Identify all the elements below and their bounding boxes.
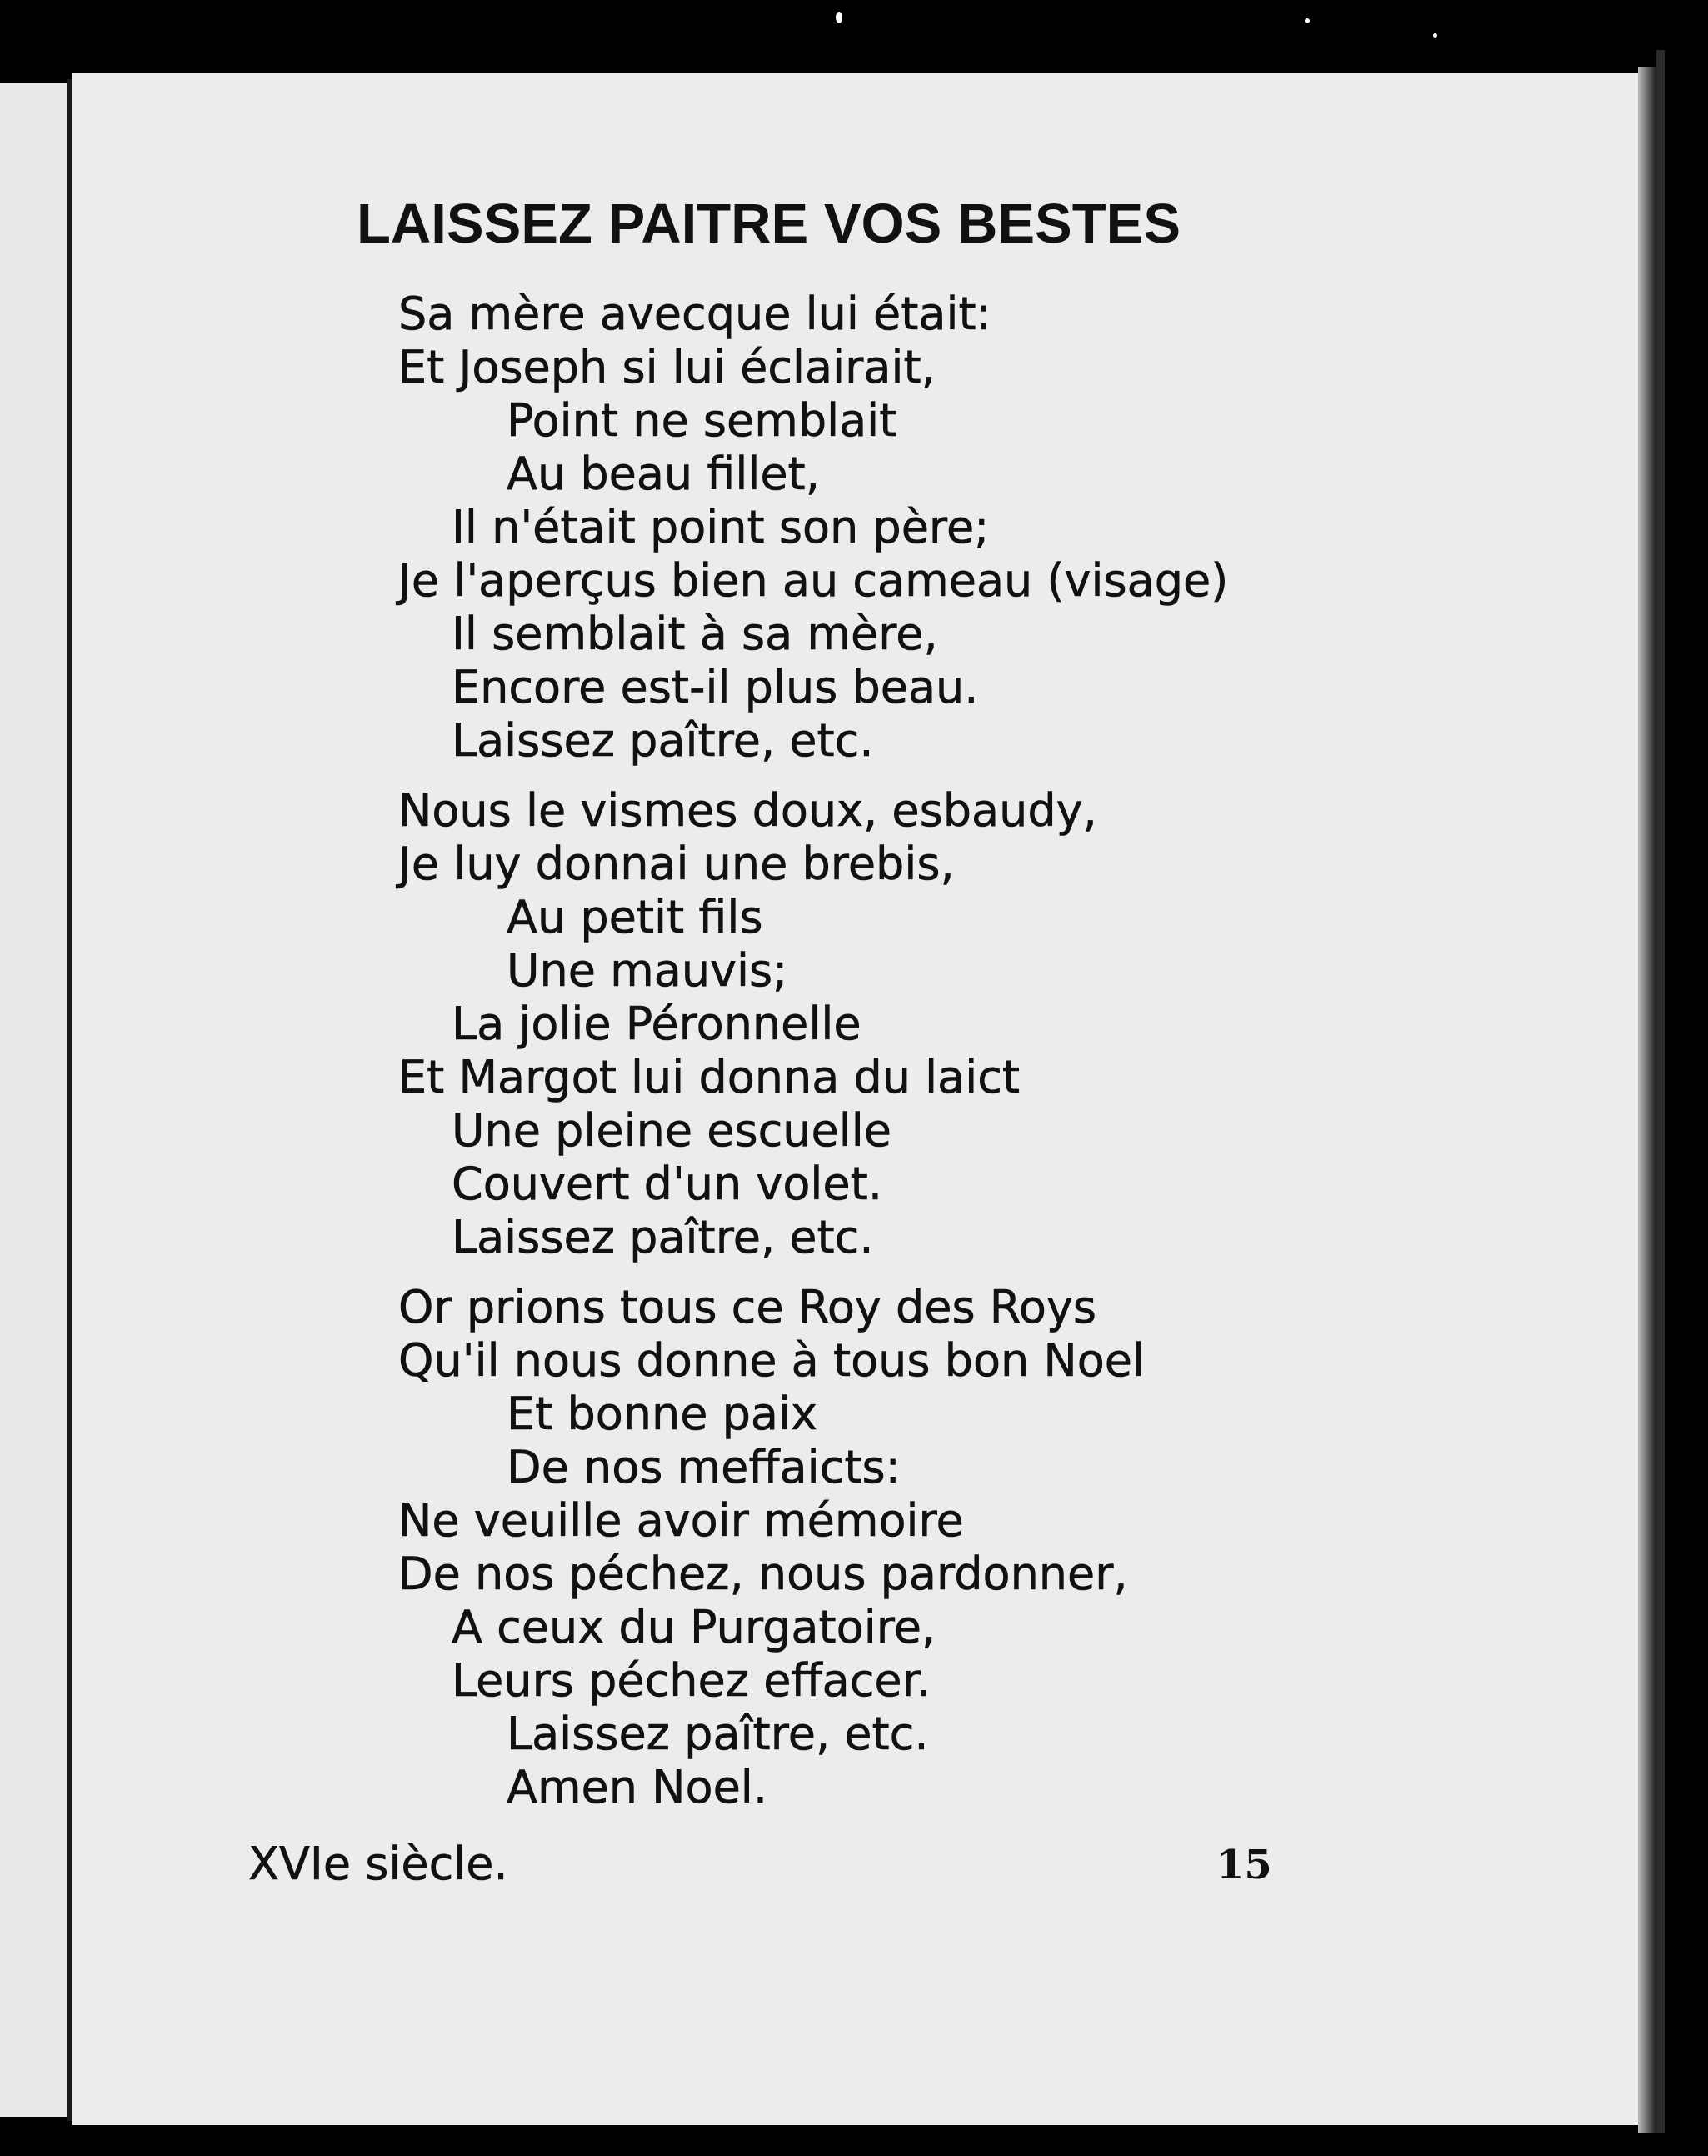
scan-speck (1433, 33, 1437, 38)
poem-line: Sa mère avecque lui était: (398, 288, 991, 340)
page-edge-border (1656, 50, 1665, 2133)
poem-line: Au beau fillet, (507, 448, 820, 500)
poem-line: Et Margot lui donna du laict (398, 1051, 1021, 1103)
poem-line: De nos meffaicts: (507, 1441, 901, 1493)
poem-line: Au petit fils (507, 891, 763, 943)
scan-speck (1305, 18, 1310, 23)
poem-line: Or prions tous ce Roy des Roys (398, 1281, 1097, 1333)
poem-line: La jolie Péronnelle (452, 998, 861, 1050)
page-edge-shadow (1638, 67, 1656, 2133)
poem-line: Point ne semblait (507, 394, 897, 447)
refrain-line: Laissez paître, etc. (507, 1708, 929, 1760)
poem-line: Leurs péchez effacer. (452, 1654, 931, 1707)
stanza-3 (398, 1281, 1228, 1814)
poem-line: Et bonne paix (507, 1388, 817, 1440)
poem-line: Une pleine escuelle (452, 1104, 891, 1157)
poem-line: Une mauvis; (507, 944, 788, 997)
poem-line: Il semblait à sa mère, (452, 608, 938, 660)
page-number: 15 (1216, 1842, 1272, 1888)
refrain-line: Laissez paître, etc. (452, 1211, 874, 1263)
poem-line: Encore est-il plus beau. (452, 661, 979, 713)
poem-line: Je l'aperçus bien au cameau (visage) (398, 554, 1229, 607)
century-note: XVIe siècle. (248, 1838, 508, 1890)
poem-line: De nos péchez, nous pardonner, (398, 1548, 1128, 1600)
poem-line: Il n'était point son père; (452, 501, 990, 553)
poem-line: A ceux du Purgatoire, (452, 1601, 936, 1653)
refrain-line: Laissez paître, etc. (452, 714, 874, 767)
poem-line: Je luy donnai une brebis, (398, 838, 955, 890)
stanza-1 (398, 288, 1228, 768)
poem-line: Et Joseph si lui éclairait, (398, 341, 936, 393)
poem (398, 288, 1228, 1831)
poem-line: Nous le vismes doux, esbaudy, (398, 784, 1097, 837)
page-title: LAISSEZ PAITRE VOS BESTES (357, 193, 1181, 255)
facing-page-edge (0, 83, 67, 2117)
stanza-2 (398, 784, 1228, 1264)
poem-line: Ne veuille avoir mémoire (398, 1494, 964, 1547)
poem-line: Qu'il nous donne à tous bon Noel (398, 1334, 1146, 1387)
poem-line: Couvert d'un volet. (452, 1158, 882, 1210)
poem-line: Amen Noel. (507, 1761, 767, 1813)
scan-speck (836, 12, 842, 23)
